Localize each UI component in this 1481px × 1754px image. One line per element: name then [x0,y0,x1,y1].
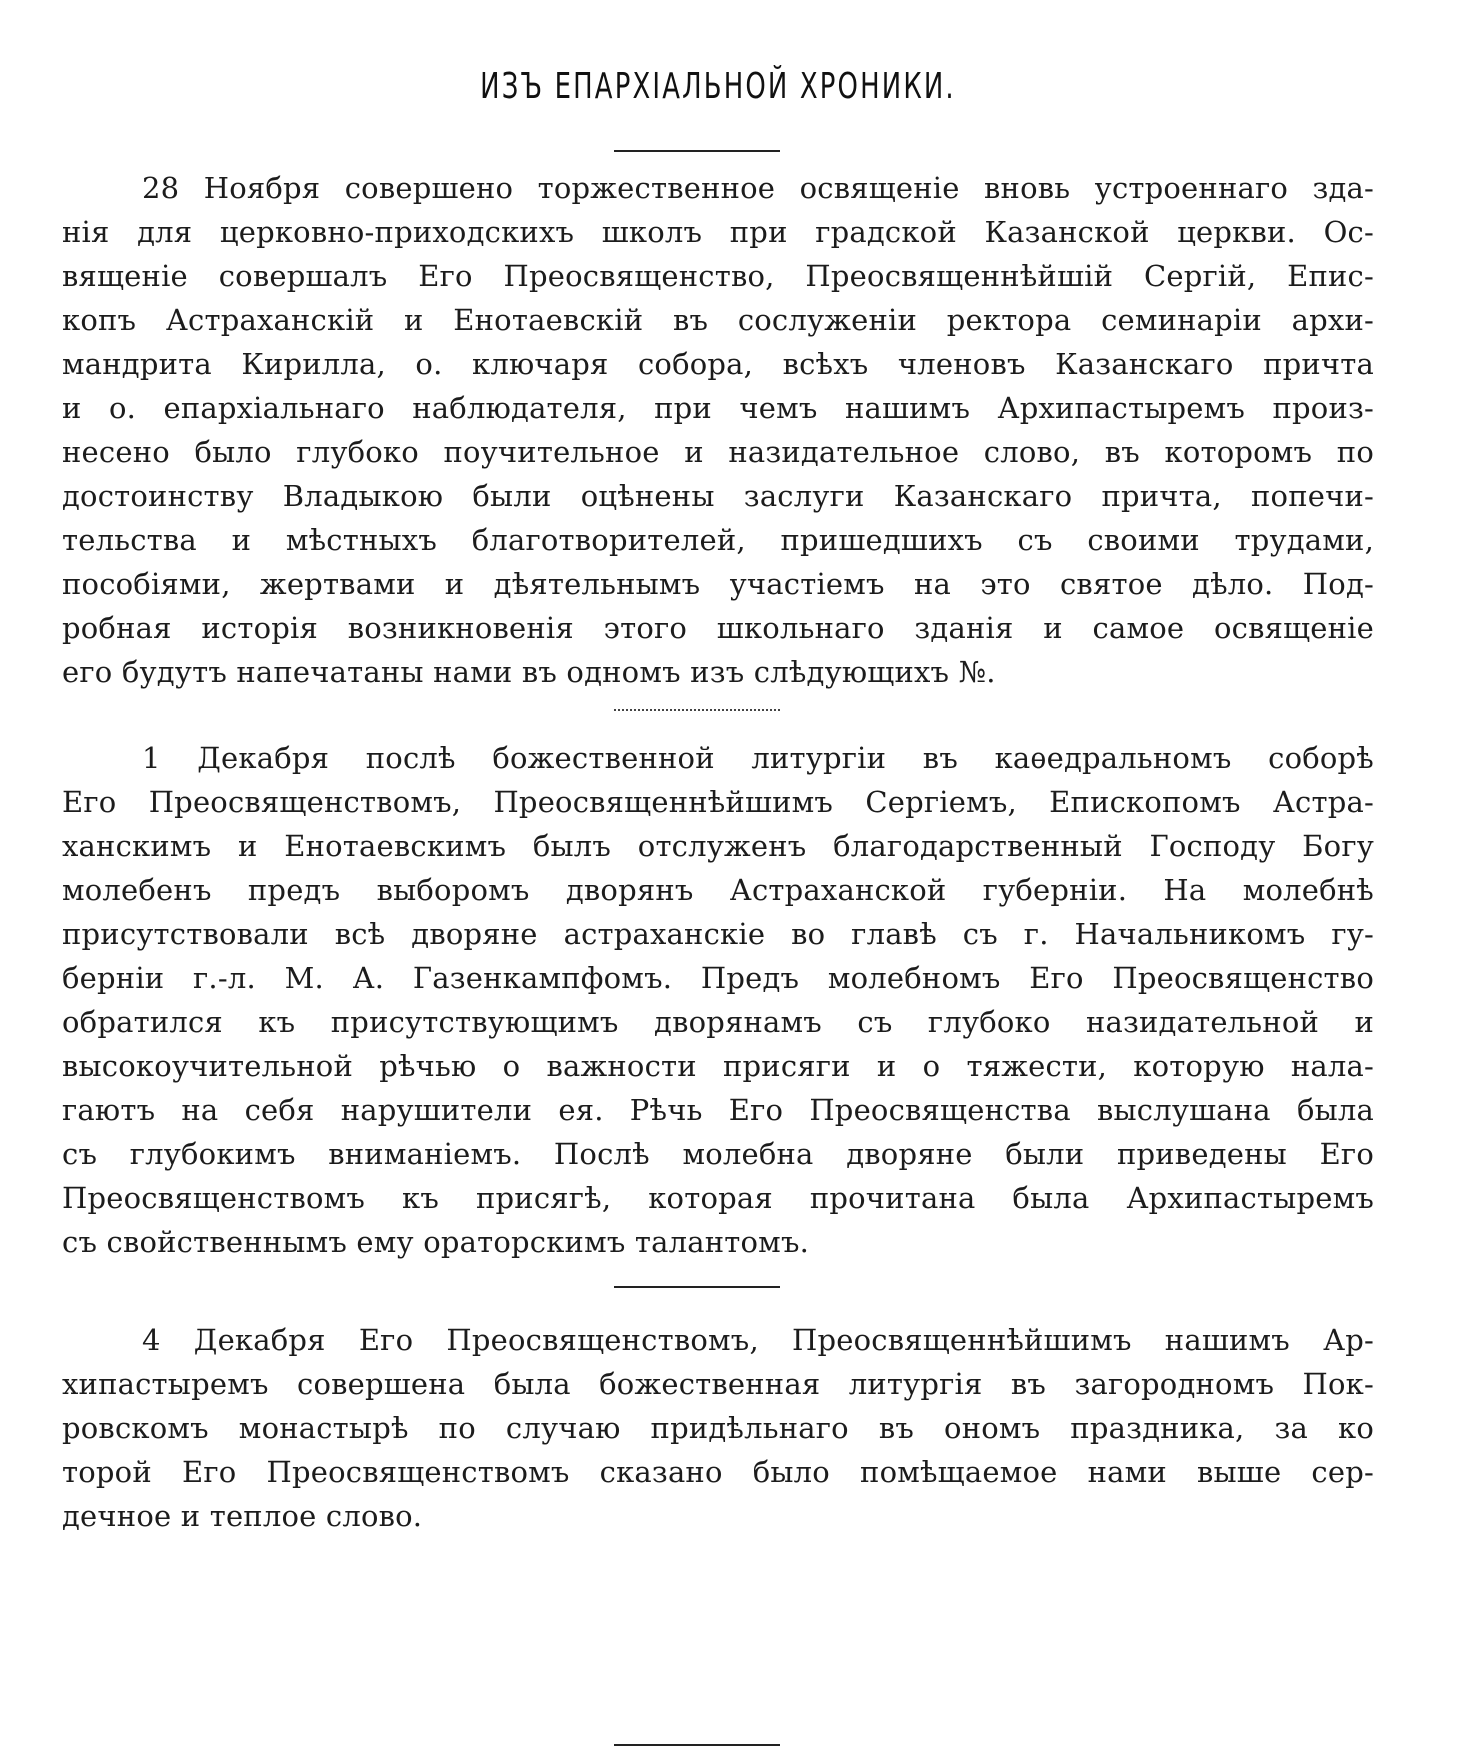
text-line: мандрита Кирилла, о. ключаря собора, всѣхъ членовъ Казанскаго причта [62,347,1374,381]
text-line: съ глубокимъ вниманіемъ. Послѣ молебна дворяне были приведены Его [62,1137,1374,1171]
text-line: и о. епархіальнаго наблюдателя, при чемъ нашимъ Архипастыремъ произ- [62,391,1374,425]
text-line: обратился къ присутствующимъ дворянамъ съ глубоко назидательной и [62,1005,1374,1039]
document-page [62,0,1374,1754]
text-line: съ свойственнымъ ему ораторскимъ талантомъ. [62,1225,810,1259]
text-line: пособіями, жертвами и дѣятельнымъ участіемъ на это святое дѣло. Под- [62,567,1374,601]
text-line: 4 Декабря Его Преосвященствомъ, Преосвященнѣйшимъ нашимъ Ар- [142,1323,1374,1357]
section-divider [614,1744,780,1746]
article-nov-28 [62,166,1374,694]
article-dec-4 [62,1318,1374,1538]
title-divider [614,150,780,152]
text-line: несено было глубоко поучительное и назидательное слово, въ которомъ по [62,435,1374,469]
text-line: торой Его Преосвященствомъ сказано было помѣщаемое нами выше сер- [62,1455,1374,1489]
article-dec-1 [62,736,1374,1264]
text-line: робная исторія возникновенія этого школьнаго зданія и самое освященіе [62,611,1374,645]
text-line: ровскомъ монастырѣ по случаю придѣльнаго въ ономъ праздника, за ко [62,1411,1374,1445]
text-line: хипастыремъ совершена была божественная литургія въ загородномъ Пок- [62,1367,1374,1401]
section-divider [614,709,780,711]
text-line: копъ Астраханскій и Енотаевскій въ сослуженіи ректора семинаріи архи- [62,303,1374,337]
text-line: высокоучительной рѣчью о важности присяги и о тяжести, которую нала- [62,1049,1374,1083]
text-line: дечное и теплое слово. [62,1499,423,1533]
text-line: берніи г.-л. М. А. Газенкампфомъ. Предъ молебномъ Его Преосвященство [62,961,1374,995]
text-line: молебенъ предъ выборомъ дворянъ Астраханской губерніи. На молебнѣ [62,873,1374,907]
text-line: достоинству Владыкою были оцѣнены заслуги Казанскаго причта, попечи- [62,479,1374,513]
text-line: Его Преосвященствомъ, Преосвященнѣйшимъ Сергіемъ, Епископомъ Астра- [62,785,1374,819]
text-line: присутствовали всѣ дворяне астраханскіе во главѣ съ г. Начальникомъ гу- [62,917,1374,951]
text-line: Преосвященствомъ къ присягѣ, которая прочитана была Архипастыремъ [62,1181,1374,1215]
page-title: ИЗЪ ЕПАРХІАЛЬНОЙ ХРОНИКИ. [480,66,956,107]
text-line: вященіе совершалъ Его Преосвященство, Преосвященнѣйшій Сергій, Епис- [62,259,1374,293]
text-line: нія для церковно-приходскихъ школъ при градской Казанской церкви. Ос- [62,215,1374,249]
text-line: 28 Ноября совершено торжественное освященіе вновь устроеннаго зда- [142,171,1374,205]
text-line: 1 Декабря послѣ божественной литургіи въ каѳедральномъ соборѣ [142,741,1374,775]
text-line: ханскимъ и Енотаевскимъ былъ отслуженъ благодарственный Господу Богу [62,829,1374,863]
text-line: тельства и мѣстныхъ благотворителей, пришедшихъ съ своими трудами, [62,523,1374,557]
text-line: его будутъ напечатаны нами въ одномъ изъ слѣдующихъ №. [62,655,996,689]
section-divider [614,1286,780,1288]
text-line: гаютъ на себя нарушители ея. Рѣчь Его Преосвященства выслушана была [62,1093,1374,1127]
